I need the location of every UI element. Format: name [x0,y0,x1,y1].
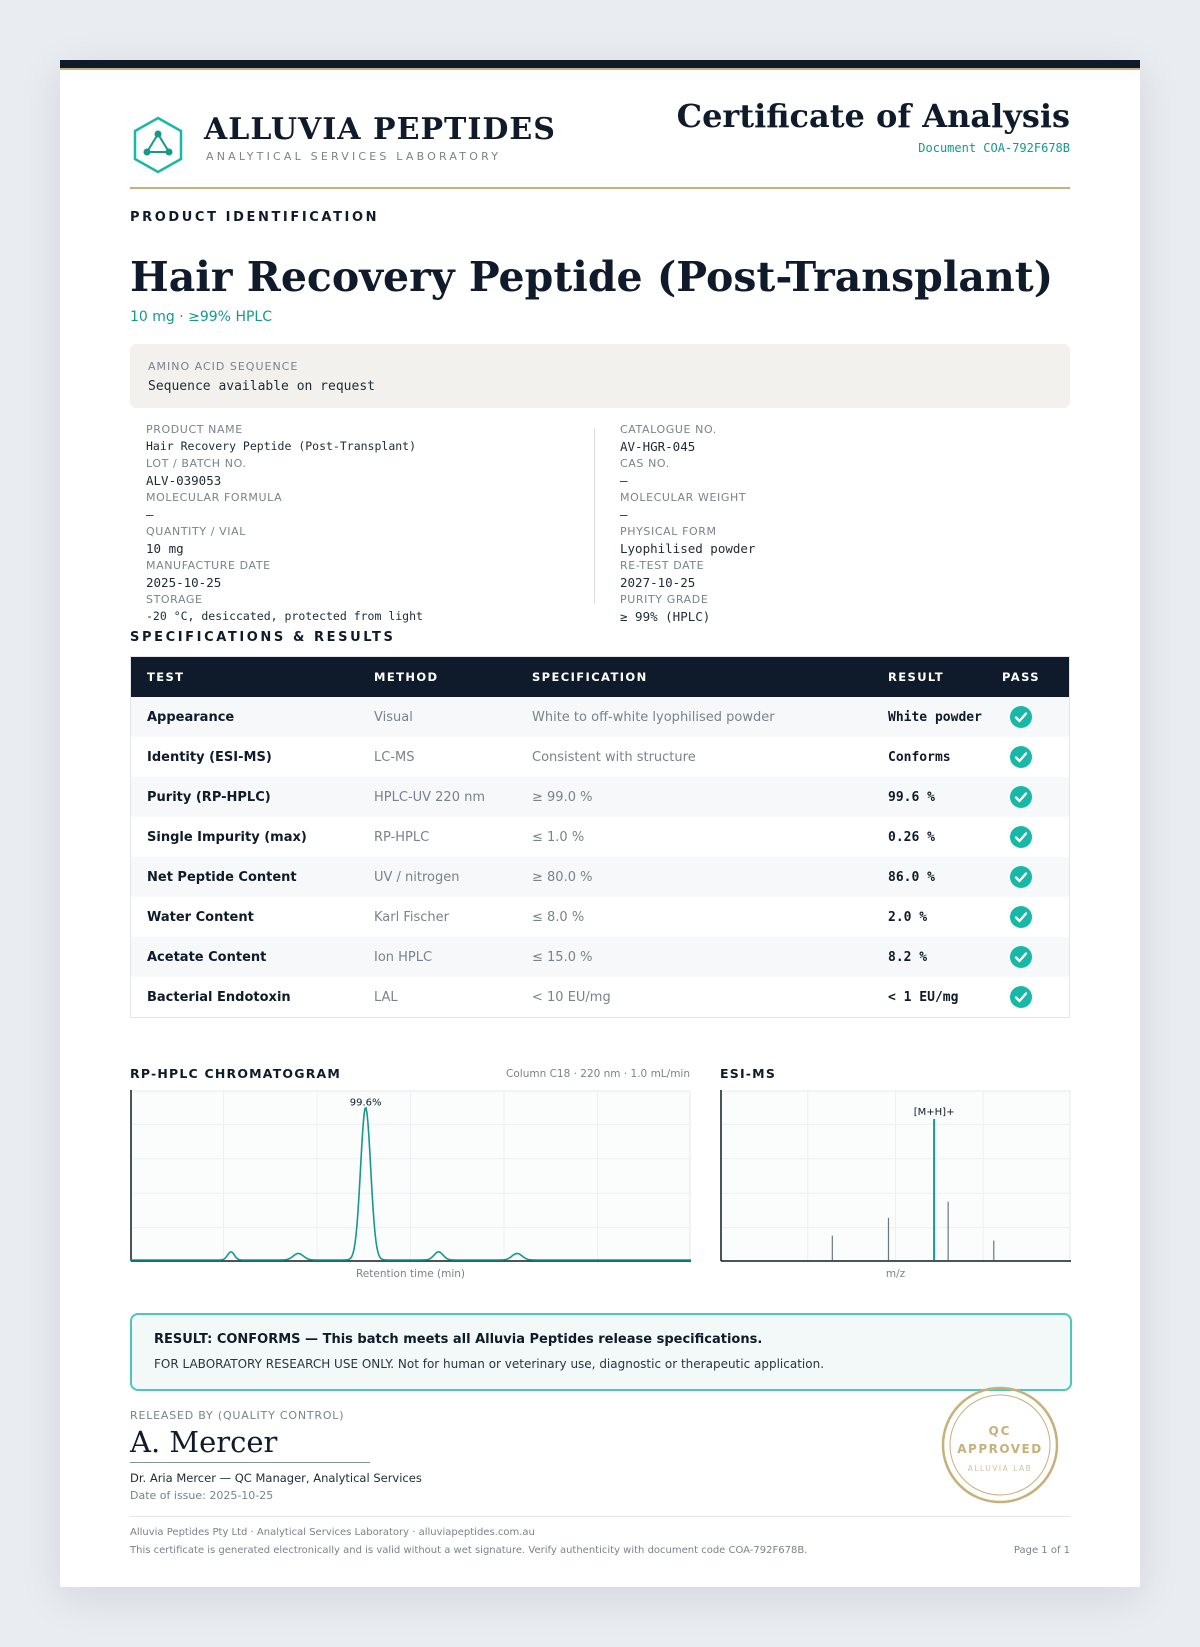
signature-line [130,1462,370,1463]
qc-approved-stamp [940,1385,1060,1505]
table-row [131,817,1070,857]
cell-test: Purity (RP-HPLC) [131,777,359,817]
check-circle-icon [1010,946,1032,968]
cell-specification: White to off-white lyophilised powder [516,697,872,737]
field-value: — [146,507,154,522]
table-row [131,857,1070,897]
field-molecular-weight [620,491,746,522]
field-value: — [620,507,628,522]
header-divider [130,187,1070,189]
field-label: PHYSICAL FORM [620,525,717,538]
field-lot-number [146,457,247,488]
col-header-method: METHOD [358,657,516,698]
cell-result: 2.0 % [872,897,986,937]
field-label: PRODUCT NAME [146,423,243,436]
cell-method: Karl Fischer [358,897,516,937]
cell-result: 8.2 % [872,937,986,977]
field-label: MOLECULAR FORMULA [146,491,283,504]
table-row [131,777,1070,817]
check-circle-icon [1010,866,1032,888]
cell-specification: < 10 EU/mg [516,977,872,1018]
hplc-x-axis-label: Retention time (min) [355,1268,466,1280]
check-circle-icon [1010,986,1032,1008]
field-manufacture-date [146,559,271,590]
ms-x-axis-label: m/z [885,1268,906,1280]
sequence-label: AMINO ACID SEQUENCE [148,360,299,373]
cell-specification: Consistent with structure [516,737,872,777]
table-header-row [131,657,1070,698]
footer-validity-note: This certificate is generated electronically and is valid without a wet signature. Verify authenticity with document code COA-792F678B. [130,1545,808,1556]
field-cas-number [620,457,670,488]
cell-specification: ≤ 15.0 % [516,937,872,977]
cell-result: < 1 EU/mg [872,977,986,1018]
field-value: ALV-039053 [146,473,222,488]
col-header-result: RESULT [872,657,986,698]
main-peak-label: 99.6% [349,1097,382,1109]
field-value: 10 mg [146,541,184,556]
result-summary-box [130,1313,1072,1391]
field-label: RE-TEST DATE [620,559,705,572]
cell-pass [986,817,1070,857]
issue-date: Date of issue: 2025-10-25 [130,1489,274,1502]
brand-subtitle: ANALYTICAL SERVICES LABORATORY [206,150,502,163]
molecular-ion-label: [M+H]+ [913,1107,955,1119]
field-label: MANUFACTURE DATE [146,559,271,572]
cell-pass [986,697,1070,737]
cell-method: RP-HPLC [358,817,516,857]
cell-test: Acetate Content [131,937,359,977]
cell-test: Water Content [131,897,359,937]
signature: A. Mercer [130,1425,278,1459]
hplc-chromatogram-chart [130,1090,691,1262]
check-circle-icon [1010,746,1032,768]
cell-test: Bacterial Endotoxin [131,977,359,1018]
field-label: CATALOGUE NO. [620,423,717,436]
field-value: ≥ 99% (HPLC) [620,609,711,624]
col-header-pass: PASS [986,657,1070,698]
cell-result: 99.6 % [872,777,986,817]
field-label: QUANTITY / VIAL [146,525,246,538]
field-catalogue-number [620,423,717,454]
cell-method: LAL [358,977,516,1018]
cell-method: UV / nitrogen [358,857,516,897]
cell-specification: ≥ 99.0 % [516,777,872,817]
certificate-page [60,60,1140,1587]
cell-specification: ≤ 8.0 % [516,897,872,937]
stamp-text-qc: QC [988,1424,1012,1438]
hplc-chart-title: RP-HPLC CHROMATOGRAM [130,1066,342,1081]
document-title: Certificate of Analysis [676,97,1070,135]
esi-ms-spectrum-chart [720,1090,1071,1262]
specifications-table [130,656,1070,1018]
cell-specification: ≤ 1.0 % [516,817,872,857]
field-retest-date [620,559,704,590]
field-value: Lyophilised powder [620,541,756,556]
field-molecular-formula [146,491,282,522]
specs-section-label: SPECIFICATIONS & RESULTS [130,630,396,645]
signer-name: Dr. Aria Mercer — QC Manager, Analytical Services [130,1471,422,1485]
field-purity-grade [620,593,710,624]
cell-result: White powder [872,697,986,737]
sequence-value: Sequence available on request [148,379,375,394]
product-subtitle: 10 mg · ≥99% HPLC [130,309,272,325]
field-physical-form [620,525,755,556]
cell-test: Net Peptide Content [131,857,359,897]
check-circle-icon [1010,706,1032,728]
cell-result: Conforms [872,737,986,777]
product-section-label: PRODUCT IDENTIFICATION [130,210,380,225]
hexagon-molecule-icon [132,116,184,174]
top-accent-bar [60,60,1140,68]
document-code: Document COA-792F678B [918,141,1070,155]
field-value: 2027-10-25 [620,575,696,590]
field-value: -20 °C, desiccated, protected from light [146,609,423,623]
hplc-chart-note: Column C18 · 220 nm · 1.0 mL/min [506,1068,690,1080]
table-row [131,977,1070,1018]
research-use-disclaimer: FOR LABORATORY RESEARCH USE ONLY. Not for human or veterinary use, diagnostic or therapeutic application. [154,1357,825,1371]
field-label: STORAGE [146,593,203,606]
col-header-specification: SPECIFICATION [516,657,872,698]
check-circle-icon [1010,906,1032,928]
sequence-box [130,344,1070,408]
stamp-text-lab: ALLUVIA LAB [967,1464,1033,1473]
field-value: Hair Recovery Peptide (Post-Transplant) [146,439,417,453]
cell-pass [986,977,1070,1018]
field-storage [146,593,423,624]
field-label: LOT / BATCH NO. [146,457,247,470]
brand-name: ALLUVIA PEPTIDES [204,112,556,147]
field-quantity [146,525,246,556]
cell-method: Visual [358,697,516,737]
cell-pass [986,737,1070,777]
cell-specification: ≥ 80.0 % [516,857,872,897]
cell-test: Identity (ESI-MS) [131,737,359,777]
field-value: AV-HGR-045 [620,439,696,454]
cell-pass [986,897,1070,937]
field-label: CAS NO. [620,457,670,470]
cell-test: Appearance [131,697,359,737]
check-circle-icon [1010,826,1032,848]
field-label: MOLECULAR WEIGHT [620,491,747,504]
top-gold-rule [60,68,1140,70]
footer-divider [130,1516,1070,1517]
field-value: 2025-10-25 [146,575,222,590]
table-row [131,937,1070,977]
cell-result: 0.26 % [872,817,986,857]
result-statement: RESULT: CONFORMS — This batch meets all Alluvia Peptides release specifications. [154,1332,763,1347]
stamp-text-approved: APPROVED [957,1442,1043,1456]
footer-company-line: Alluvia Peptides Pty Ltd · Analytical Services Laboratory · alluviapeptides.com.au [130,1527,535,1538]
col-header-test: TEST [131,657,359,698]
fields-divider [594,428,595,604]
product-title: Hair Recovery Peptide (Post-Transplant) [130,253,1054,301]
cell-method: HPLC-UV 220 nm [358,777,516,817]
check-circle-icon [1010,786,1032,808]
cell-method: Ion HPLC [358,937,516,977]
page-number: Page 1 of 1 [1013,1545,1070,1556]
cell-pass [986,857,1070,897]
field-label: PURITY GRADE [620,593,709,606]
cell-pass [986,937,1070,977]
cell-test: Single Impurity (max) [131,817,359,857]
table-row [131,737,1070,777]
ms-chart-title: ESI-MS [720,1066,777,1081]
field-value: — [620,473,628,488]
field-product-name [146,423,416,454]
table-row [131,697,1070,737]
cell-method: LC-MS [358,737,516,777]
cell-result: 86.0 % [872,857,986,897]
cell-pass [986,777,1070,817]
released-by-label: RELEASED BY (QUALITY CONTROL) [130,1409,345,1422]
table-row [131,897,1070,937]
